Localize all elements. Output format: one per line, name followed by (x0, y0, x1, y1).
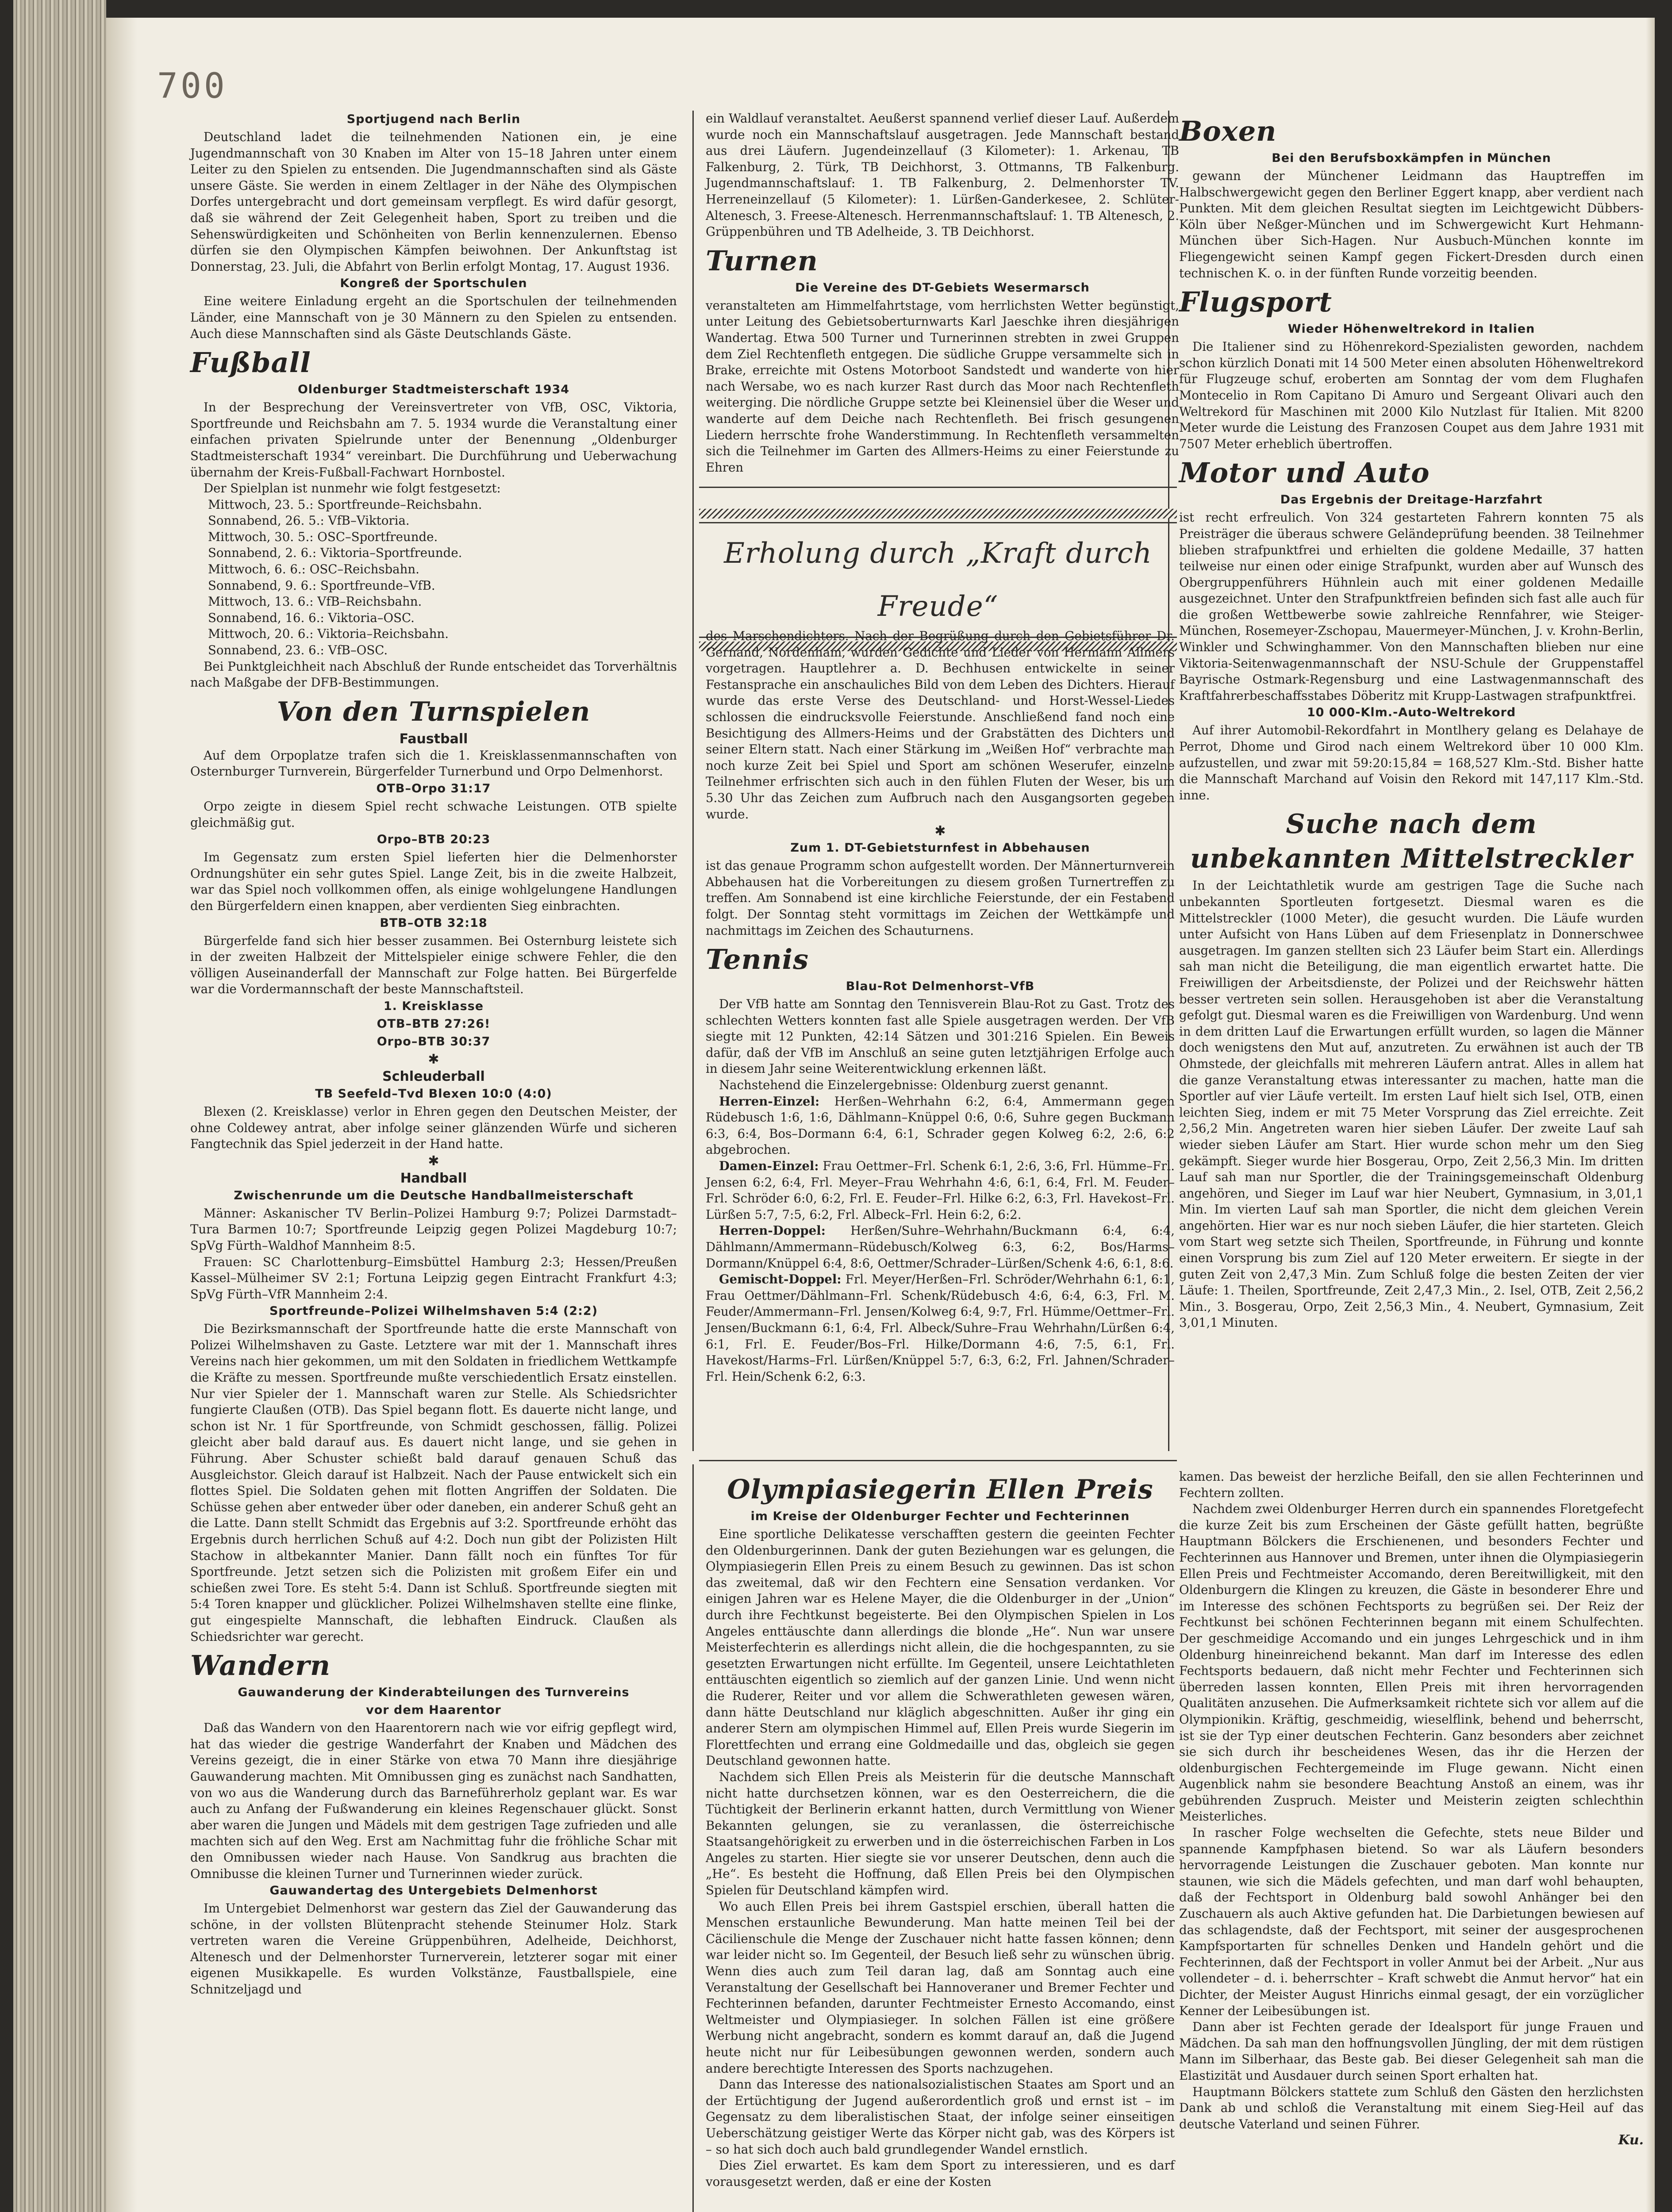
kdf-banner-text: Erholung durch „Kraft durch Freude“ (724, 537, 1152, 623)
abbehausen-text: ist das genaue Programm schon aufgestellt worden. Der Männerturnverein Abbehausen hat die Vorbereitungen zu diesem großen Turnertreffen zu treffen. Am Sonnabend ist eine kirchliche Feierstunde, der ein Festabend folgt. Der Sonntag steht vormittags im Zeichen der Wettkämpfe und nachmittags im Zeichen des Schauturnens. (706, 858, 1175, 938)
turnen-text-continued: des Marschendichters. Nach der Begrüßung durch den Gebietsführer Dr. Gernand, Nordenham, wurden Gedichte und Lieder von Hermann Allmers vorgetragen. Hauptlehrer a. D. Bechhusen entwickelte in seiner Festansprache ein anschauliches Bild von dem Leben des Dichters. Hierauf wurde das erste Verse des Deutschland- und Horst-Wessel-Liedes schlossen die eindrucksvolle Feierstunde. Anschließend fand noch eine Besichtigung des Allmers-Heims und der Grabstätten des Dichters und seiner Eltern statt. Nach einer Stärkung im „Weißen Hof“ verbrachte man noch kurze Zeit bei Spiel und Sport am schönen Weserufer, einzelne Teilnehmer erfrischten sich auch in den fühlen Fluten der Weser, bis um 5.30 Uhr das Zeichen zum Aufbruch nach den Ausgangsorten gegeben wurde. (706, 629, 1175, 822)
result-2: Orpo–BTB 20:23 (377, 833, 491, 847)
star-divider: ✱ (428, 1051, 439, 1067)
star-divider: ✱ (428, 1153, 439, 1169)
faustball-text: Auf dem Orpoplatze trafen sich die 1. Kreisklassenmannschaften von Osternburger Turnverein, Bürgerfelder Turnerbund und Orpo Delmenhorst. (190, 748, 677, 779)
motor-subtitle: Das Ergebnis der Dreitage-Harzfahrt (1280, 493, 1543, 507)
herren-einzel-results: Herßen–Wehrhahn 6:2, 6:4, Ammermann gegen Rüdebusch 1:6, 1:6, Dählmann–Knüppel 0:6, 0:6, Suhre gegen Buckmann 6:3, 6:4, Bos–Dormann 6:4, 6:1, Schrader gegen Kolweg 6:2, 2:6, 6:2 abgebrochen. (706, 1094, 1175, 1157)
spielplan-note: Bei Punktgleichheit nach Abschluß der Runde entscheidet das Torverhältnis nach Maßgabe der DFB-Bestimmungen. (190, 659, 677, 690)
kreisklasse-result-1: OTB–BTB 27:26! (377, 1017, 491, 1031)
banner-line (699, 522, 1177, 523)
herren-doppel-results: Herßen/Suhre–Wehrhahn/Buckmann 6:4, 6:4, Dählmann/Ammermann–Rüdebusch/Kolweg 6:3, 6:2, Bos/Harms–Dormann/Knüppel 6:4, 8:6, Oettmer/Schrader–Lürßen/Schenk 4:6, 6:1, 8:6. (706, 1223, 1175, 1271)
handball-subtitle: Zwischenrunde um die Deutsche Handballmeisterschaft (234, 1188, 634, 1202)
olympia-text-4: Dann das Interesse des nationalsozialistischen Staates am Sport und an der Ertüchtigung der Jugend außerordentlich groß und ernst ist – im Gegensatz zu dem liberalistischen Staat, der infolge seiner einseitigen Ueberschätzung geistiger Werte das Körper nicht gab, was des Körpers ist – so hat sich doch auch bald grundlegender Wandel ernstlich. (706, 2077, 1175, 2157)
olympia-right-text-5: Hauptmann Bölckers stattete zum Schluß den Gästen den herzlichsten Dank ab und schloß die Veranstaltung mit einem Sieg-Heil auf das deutsche Vaterland und seinen Führer. (1179, 2084, 1644, 2131)
olympia-right-text-3: In rascher Folge wechselten die Gefechte, stets neue Bilder und spannende Kampfphasen bietend. So war als Läufern besonders hervorragende Leistungen die Zuschauer geboten. Man konnte nur staunen, wie sich die Mädels gefechten, und man darf wohl behaupten, daß der Fechtsport in Oldenburg bald sowohl Anhänger bei den Zuschauern als auch Aktive gefunden hat. Die Darbietungen bewiesen auf das schlagendste, daß der Fechtsport, mit seiner der ausgesprochenen Kampfsportarten für schnelles Denken und Handeln gehört und die Fechterinnen, daß der Fechtsport in voller Anmut bei der Arbeit. „Nur aus vollendeter – d. i. beherrschter – Kraft schwebt die Anmut hervor“ hat ein Dichter, der Meister August Hinrichs einmal gesagt, der ein vorzüglicher Kenner der Leibesübungen ist. (1179, 1825, 1644, 2018)
olympia-headline: Olympiasiegerin Ellen Preis (727, 1474, 1153, 1505)
spielplan-list (190, 497, 677, 659)
herren-einzel-label: Herren-Einzel: (719, 1094, 820, 1109)
olympia-right-text-1: kamen. Das beweist der herzliche Beifall, den sie allen Fechterinnen und Fechtern zollten. (1179, 1469, 1644, 1500)
sportjugend-title: Sportjugend nach Berlin (346, 112, 521, 126)
handball-women: Frauen: SC Charlottenburg–Eimsbüttel Hamburg 2:3; Hessen/Preußen Kassel–Mülheimer SV 2:1; Fortuna Leipzig gegen Eintracht Frankfurt 4:3; SpVg Fürth–VfR Mannheim 2:4. (190, 1254, 677, 1302)
kreisklasse-result-2: Orpo–BTB 30:37 (377, 1034, 491, 1048)
column-middle-lower (706, 628, 1175, 1385)
spielplan-item: Mittwoch, 13. 6.: VfB–Reichsbahn. (208, 594, 422, 609)
motor-text: ist recht erfreulich. Von 324 gestarteten Fahrern konnten 75 als Preisträger die überaus schwere Geländeprüfung beenden. 38 Teilnehmer blieben strafpunktfrei und erhielten die goldene Medaille, 37 hatten teilweise nur einen oder einige Strafpunkt, wurden aber auf Wunsch des Obergruppenführers Hühnlein auch mit einer goldenen Medaille ausgezeichnet. Unter den Strafpunktfreien befinden sich fast alle auch für die großen Wettbewerbe sowie zahlreiche Rennfahrer, wie Steiger-München, Rosemeyer-Zschopau, Mauermeyer-München, J. v. Krohn-Berlin, Winkler und Schwinghammer. Von den Mannschaften blieben nur eine Viktoria-Seitenwagenmannschaft der NSU-Schule der Gruppenstaffel Bayrische Ostmark-Regensburg und eine Lastwagenmannschaft des Kraftfahrerbeschaffsstabes Döberitz mit Krupp-Lastwagen strafpunktfrei. (1179, 510, 1644, 703)
gemischt-doppel-label: Gemischt-Doppel: (719, 1272, 842, 1287)
result-1-text: Orpo zeigte in diesem Spiel recht schwache Leistungen. OTB spielte gleichmäßig gut. (190, 799, 677, 830)
spielplan-item: Mittwoch, 20. 6.: Viktoria–Reichsbahn. (208, 626, 449, 641)
kdf-banner (699, 509, 1177, 623)
tennis-text: Der VfB hatte am Sonntag den Tennisverein Blau-Rot zu Gast. Trotz des schlechten Wetters konnten fast alle Spiele ausgetragen werden. Der VfB siegte mit 12 Punkten, 42:14 Sätzen und 301:216 Spielen. Ein Beweis dafür, daß der VfB im Anschluß an seine guten letztjährigen Erfolge auch in diesem Jahr seine Weiterentwicklung erkennen läßt. (706, 997, 1175, 1076)
spielplan-item: Mittwoch, 23. 5.: Sportfreunde–Reichsbahn. (208, 497, 482, 512)
page-edge-stack (13, 0, 106, 2212)
wandern-subtitle-2: vor dem Haarentor (366, 1703, 501, 1717)
handball-men: Männer: Askanischer TV Berlin–Polizei Hamburg 9:7; Polizei Darmstadt–Tura Barmen 10:7; Sportfreunde Leipzig gegen Polizei Magdeburg 10:7; SpVg Fürth–Waldhof Mannheim 8:5. (190, 1206, 677, 1253)
damen-einzel-label: Damen-Einzel: (719, 1159, 819, 1174)
flugsport-headline: Flugsport (1179, 286, 1332, 319)
right-shadow (1646, 18, 1655, 2212)
gauwandertag-text: Im Untergebiet Delmenhorst war gestern das Ziel der Gauwanderung das schöne, in der vollsten Blütenpracht stehende Steinumer Holz. Stark vertreten waren die Vereine Grüppenbühren, Adelheide, Deichhorst, Altenesch und der Delmenhorster Turnerverein, letzterer sogar mit einer eigenen Musikkapelle. Es wurden Volkstänze, Faustballspiele, eine Schnitzeljagd und (190, 1901, 677, 1997)
tennis-intro: Nachstehend die Einzelergebnisse: Oldenburg zuerst genannt. (719, 1078, 1108, 1093)
olympia-left (706, 1469, 1175, 2190)
kongress-title: Kongreß der Sportschulen (340, 276, 527, 291)
sportfreunde-polizei-text: Die Bezirksmannschaft der Sportfreunde hatte die erste Mannschaft von Polizei Wilhelmshaven zu Gaste. Letztere war mit der 1. Mannschaft ihres Vereins nach hier gekommen, um mit den Soldaten in friedlichem Wettkampfe die Kräfte zu messen. Sportfreunde mußte verschiedentlich Ersatz einstellen. Nur vier Spieler der 1. Mannschaft waren zur Stelle. Als Schiedsrichter fungierte Claußen (OTB). Das Spiel begann flott. Es dauerte nicht lange, und schon ist Nr. 1 für Sportfreunde, von Schmidt geschossen, fällig. Polizei gleicht aber bald darauf aus. Es dauert nicht lange, und sie gehen in Führung. Aber Schuster schießt bald darauf genauen Schuß das Ausgleichstor. Gleich darauf ist Halbzeit. Nach der Pause entwickelt sich ein flottes Spiel. Die Soldaten gehen mit flotten Angriffen der Soldaten. Die Schüsse gehen aber entweder über oder daneben, ein anderer Schuß geht an die Latte. Dann stellt Schmidt das Ergebnis auf 3:2. Sportfreunde erhöht das Ergebnis durch herrlichen Schuß auf 4:2. Doch nun gibt der Polizisten Hilt Stachow in altbekannter Manier. Dann fällt noch ein fünftes Tor für Sportfreunde. Jetzt setzen sich die Polizisten mit großem Eifer ein und schießen zwei Tore. Es steht 5:4. Dann ist Schluß. Sportfreunde siegten mit 5:4 Toren knapper und glücklicher. Polizei Wilhelmshaven stellte eine flinke, gut eingespielte Mannschaft, die lebhaften Eindruck. Claußen als Schiedsrichter war gerecht. (190, 1321, 677, 1644)
schleuderball-headline: Schleuderball (382, 1068, 485, 1084)
turnen-headline: Turnen (706, 244, 818, 277)
spielplan-item: Sonnabend, 16. 6.: Viktoria–OSC. (208, 610, 415, 625)
flugsport-text: Die Italiener sind zu Höhenrekord-Spezialisten geworden, nachdem schon kürzlich Donati mit 14 500 Meter einen absoluten Höhenweltrekord für Flugzeuge schuf, eroberten am Sonntag der vom dem Flughafen Montecelio in Rom Capitano Di Amuro und Sergeant Olivari auch den Weltrekord für Maschinen mit 2000 Kilo Nutzlast für Italien. Mit 8200 Meter wurde die Leistung des Franzosen Coupet aus dem Jahre 1931 mit 7507 Meter erheblich übertroffen. (1179, 339, 1644, 451)
olympia-subtitle: im Kreise der Oldenburger Fechter und Fechterinnen (750, 1509, 1130, 1523)
result-3: BTB–OTB 32:18 (380, 916, 488, 930)
flugsport-subtitle: Wieder Höhenweltrekord in Italien (1288, 322, 1535, 336)
olympia-right-text-2: Nachdem zwei Oldenburger Herren durch ein spannendes Floretgefecht die kurze Zeit bis zum Erscheinen der Gäste gefüllt hatten, begrüßte Hauptmann Bölckers die Erschienenen, und besonders Fechter und Fechterinnen aus Hannover und Bremen, unter ihnen die Olympiasiegerin Ellen Preis und Fechtmeister Accomando, deren Bereitwilligkeit, mit den Oldenburgern die Klingen zu kreuzen, die Gäste in besonderer Ehre und im Interesse des schönen Fechtsports zu begrüßen sei. Der Reiz der Fechtkunst bei schönen Fechterinnen begann mit einem Schulfechten. Der geschmeidige Accomando und ein junges Lehrgeschick und in ihm Oldenburg hineinreichend bekannt. Man darf im Interesse des edlen Fechtsports bedauern, daß nicht mehr Fechter und Fechterinnen sich überreden lassen konnten, Ellen Preis mit ihren hervorragenden Qualitäten anzusehen. Die Aufmerksamkeit richtete sich vor allem auf die Olympionikin. Kräftig, geschmeidig, wieselflink, behend und beherrscht, ist sie der Typ einer deutschen Fechterin. Ganz besonders aber zeichnet sie sich durch ihr bescheidenes Wesen, das ihr die Herzen der oldenburgischen Fechtergemeinde im Fluge gewann. Nicht einen Augenblick nahm sie besondere Beachtung Anstoß an einem, was ihr gebührenden Zuspruch. Meister und Meisterin zeigten schlechthin Meisterliches. (1179, 1502, 1644, 1824)
page-number: 700 (157, 66, 227, 106)
kongress-text: Eine weitere Einladung ergeht an die Sportschulen der teilnehmenden Länder, eine Mannschaft von je 30 Männern zu den Spielen zu entsenden. Auch diese Mannschaften sind als Gäste Deutschlands Gäste. (190, 294, 677, 341)
olympia-text-1: Eine sportliche Delikatesse verschafften gestern die geeinten Fechter den Oldenburgerinnen. Dank der guten Beziehungen war es gelungen, die Olympiasiegerin Ellen Preis zu einem Besuch zu gewinnen. Das ist schon das zweitemal, daß wir den Fechtern eine Sensation verdanken. Vor einigen Jahren war es Helene Mayer, die die Oldenburger in der „Union“ durch ihre Fechtkunst begeisterte. Bei den Olympischen Spielen in Los Angeles enttäuschte dann allerdings die blonde „He“. Nun war unsere Meisterfechterin es allerdings nicht allein, die die hochgespannten, zu sie gesetzten Erwartungen nicht erfüllte. Im Gegenteil, unsere Leichtathleten enttäuschten eigentlich so ziemlich auf der ganzen Linie. Und wenn nicht die Ruderer, Reiter und vor allem die Schwerathleten gewesen wären, dann hätte Deutschland nur kläglich abgeschnitten. Außer ihr ging ein anderer Stern am olympischen Himmel auf, Ellen Preis wurde Siegerin im Florettfechten und errang eine Goldmedaille und das, obgleich sie gegen Deutschland gewonnen hatte. (706, 1527, 1175, 1768)
herren-doppel-label: Herren-Doppel: (719, 1223, 826, 1238)
wandern-text: Daß das Wandern von den Haarentorern nach wie vor eifrig gepflegt wird, hat das wieder die gestrige Wanderfahrt der Knaben und Mädchen des Vereins gezeigt, die in einer Stärke von etwa 70 Mann ihre diesjährige Gauwanderung machten. Mit Omnibussen ging es zunächst nach Sandhatten, von wo aus die Wanderung durch das Barneführerholz geplant war. Es war auch zu Anfang der Fußwanderung ein kleines Regenschauer glückt. Sonst aber waren die Jungen und Mädels mit dem gestrigen Tage zufrieden und alle machten sich auf den Weg. Erst am Nachmittag fuhr die fröhliche Schar mit den Omnibussen wieder nach Hause. Von Sandkrug aus brachten die Omnibusse die kleinen Turner und Turnerinnen wieder zurück. (190, 1720, 677, 1881)
olympia-text-2: Nachdem sich Ellen Preis als Meisterin für die deutsche Mannschaft nicht hatte durchsetzen können, war es den Oesterreichern, die die Tüchtigkeit der Berlinerin erkannt hatten, durch Vermittlung von Wiener Bekannten gelungen, sie zu veranlassen, die österreichische Staatsangehörigkeit zu erwerben und in die österreichischen Farben in Los Angeles zu starten. Hier siegte sie vor unserer Deutschen, denn auch die „He“. Es besteht die Hoffnung, daß Ellen Preis bei den Olympischen Spielen für Deutschland kämpfen wird. (706, 1769, 1175, 1898)
banner-stripe-top (699, 509, 1177, 518)
fussball-subtitle: Oldenburger Stadtmeisterschaft 1934 (297, 383, 570, 397)
section-rule-bottom (699, 1460, 1177, 1461)
result-3-text: Bürgerfelde fand sich hier besser zusammen. Bei Osternburg leistete sich in der zweiten Halbzeit der Mittelspieler einige schwere Fehler, die den völligen Auseinanderfall der Mannschaft zur Folge hatten. Bei Bürgerfelde war die Vordermannschaft der beste Mannschaftsteil. (190, 933, 677, 997)
column-rule-1 (692, 111, 694, 1451)
boxen-headline: Boxen (1179, 115, 1277, 147)
olympia-text-3: Wo auch Ellen Preis bei ihrem Gastspiel erschien, überall hatten die Menschen erstaunliche Bewunderung. Man hatte meinen Teil bei der Cäcilienschule die Menge der Zuschauer nicht hatte fassen können; denn war leider nicht so. Im Gegenteil, der Besuch ließ sehr zu wünschen übrig. Wenn dies auch zum Teil daran lag, daß am Sonntag auch eine Veranstaltung der Gesellschaft bei Hannoveraner und Bremer Fechter und Fechterinnen befanden, darunter Fechtmeister Ernesto Accomando, einst Weltmeister und Olympiasieger. In solchen Fällen ist eine größere Werbung nicht angebracht, sondern es kommt darauf an, daß die Jugend heute nicht nur für Leibesübungen gewonnen werden, sondern auch andere berechtigte Interessen des Sports nachzugehen. (706, 1899, 1175, 2076)
turnspiele-headline: Von den Turnspielen (277, 696, 591, 727)
rekord-text: Auf ihrer Automobil-Rekordfahrt in Montlhery gelang es Delahaye de Perrot, Dhome und Girod nach einem Weltrekord über 10 000 Klm. aufzustellen, und zwar mit 59:20:15,84 = 168,527 Klm.-Std. Bisher hatte die Mannschaft Marchand auf Voisin den Rekord mit 147,117 Klm.-Std. inne. (1179, 723, 1644, 803)
result-1: OTB–Orpo 31:17 (376, 782, 491, 795)
sportjugend-text: Deutschland ladet die teilnehmenden Nationen ein, je eine Jugendmannschaft von 30 Knaben im Alter von 15–18 Jahren unter einem Leiter zu den Spielen zu entsenden. Die Jugendmannschaften sind als Gäste unsere Gäste. Sie werden in einem Zeltlager in der Nähe des Olympischen Dorfes untergebracht und dort gemeinsam verpflegt. Es wird dafür gesorgt, daß sie während der Zeit Gelegenheit haben, Sport zu treiben und die Sehenswürdigkeiten und Schönheiten von Berlin kennenzulernen. Ebenso dürfen sie den Olympischen Kämpfen beiwohnen. Der Ankunftstag ist Donnerstag, 23. Juli, die Abfahrt von Berlin erfolgt Montag, 17. August 1936. (190, 130, 677, 274)
gauwandertag-title: Gauwandertag des Untergebiets Delmenhorst (269, 1884, 598, 1898)
turnen-subtitle: Die Vereine des DT-Gebiets Wesermarsch (795, 280, 1090, 295)
kreisklasse-title: 1. Kreisklasse (383, 999, 484, 1013)
spielplan-intro: Der Spielplan ist nunmehr wie folgt festgesetzt: (204, 481, 501, 496)
damen-einzel-results: Frau Oettmer–Frl. Schenk 6:1, 2:6, 3:6, Frl. Hümme–Frl. Jensen 6:2, 6:4, Frl. Meyer–Frau Wehrhahn 4:6, 6:1, 6:4, Frl. M. Feuder–Frl. Schröder 6:0, 6:2, Frl. E. Feuder–Frl. Hilke 6:2, 6:3, Frl. Havekost–Frl. Lürßen 5:7, 7:5, 6:2, Frl. Albeck–Frl. Hein 6:2, 6:2. (706, 1159, 1175, 1222)
gemischt-doppel-results: Frl. Meyer/Herßen–Frl. Schröder/Wehrhahn 6:1, 6:1, Frau Oettmer/Dählmann–Frl. Schenk/Rüdebusch 4:6, 6:4, 6:3, Frl. M. Feuder/Ammermann–Frl. Jensen/Kolweg 6:4, 9:7, Frl. Hümme/Oettmer–Frl. Jensen/Buckmann 6:1, 6:4, Frl. Albeck/Suhre–Frau Wehrhahn/Lürßen 6:4, 6:1, Frl. E. Feuder/Bos–Frl. Hilke/Dormann 4:6, 7:5, 6:1, Frl. Havekost/Harms–Frl. Lürßen/Knüppel 5:7, 6:3, 6:2, Frl. Jahnen/Schrader–Frl. Hein/Schenk 6:2, 6:3. (706, 1272, 1175, 1384)
fussball-text: In der Besprechung der Vereinsvertreter von VfB, OSC, Viktoria, Sportfreunde und Reichsbahn am 7. 5. 1934 wurde die Veranstaltung einer einfachen privaten Spielrunde unter der Benennung „Oldenburger Stadtmeisterschaft 1934“ vereinbart. Die Durchführung und Ueberwachung übernahm der Kreis-Fußball-Fachwart Hornbostel. (190, 400, 677, 480)
schleuderball-text: Blexen (2. Kreisklasse) verlor in Ehren gegen den Deutschen Meister, der ohne Coldewey antrat, aber infolge seiner glänzenden Würfe und sicheren Fangtechnik das Spiel jederzeit in der Hand hatte. (190, 1104, 677, 1152)
olympia-right (1179, 1469, 1644, 2148)
wandern-subtitle-1: Gauwanderung der Kinderabteilungen des Turnvereins (238, 1686, 630, 1700)
turnen-text: veranstalteten am Himmelfahrtstage, vom herrlichsten Wetter begünstigt, unter Leitung des Gebietsoberturnwarts Karl Jaeschke ihren diesjährigen Wandertag. Etwa 500 Turner und Turnerinnen strebten in zwei Gruppen dem Ziel Rechtenfleth entgegen. Die südliche Gruppe versammelte sich in Brake, erreichte mit Ostens Motorboot Sandstedt und wanderte von hier nach Wersabe, wo es nach kurzer Rast durch das Moor nach Rechtenfleth weiterging. Die nördliche Gruppe setzte bei Kleinensiel über die Weser und wanderte auf dem Deiche nach Rechtenfleth. Bei frisch gesungenen Liedern herrschte frohe Wanderstimmung. In Rechtenfleth versammelten sich die Teilnehmer im Garten des Allmers-Heims zu einer Feierstunde zu Ehren (706, 298, 1179, 475)
spielplan-item: Sonnabend, 9. 6.: Sportfreunde–VfB. (208, 578, 435, 593)
column-middle (706, 111, 1179, 476)
rekord-title: 10 000-Klm.-Auto-Weltrekord (1307, 706, 1516, 720)
olympia-text-5: Dies Ziel erwartet. Es kam dem Sport zu interessieren, und es darf vorausgesetzt werden, daß er eine der Kosten (706, 2158, 1175, 2189)
abbehausen-title: Zum 1. DT-Gebietsturnfest in Abbehausen (790, 841, 1090, 855)
suche-text: In der Leichtathletik wurde am gestrigen Tage die Suche nach unbekannten Sportleuten fortgesetzt. Diesmal waren es die Mittelstreckler (1000 Meter), die gesucht wurden. Die Läufe wurden unter Aufsicht von Hans Lüben auf dem Friesenplatz in Donnerschwee ausgetragen. Im ganzen stellten sich 23 Läufer beim Start ein. Allerdings sah man nicht die Beteiligung, die man eigentlich erwartet hatte. Die Freiwilligen der Arbeitsdienste, der Polizei und der Reichswehr hätten besser vertreten sein sollen. Herausgehoben ist aber die Veranstaltung gefolgt gut. Diesmal waren es die Freiwilligen von Wardenburg. Und wenn in dem dritten Lauf die Erwartungen erfüllt wurden, so lagen die Männer doch wenigstens den Mut auf, anzutreten. Zu erwähnen ist auch der TB Ohmstede, der gleichfalls mit mehreren Läufern antrat. Alles in allem hat die ganze Veranstaltung etwas interessanter zu machen, hatte man die Sportler auf vier Läufe verteilt. Im ersten Lauf hielt sich Isel, OTB, einen leichten Sieg, indem er mit 75 Meter Vorsprung das Ziel erreichte. Zeit 2,56,2 Min. Angetreten waren hier sieben Läufer. Der zweite Lauf sah wieder sieben Läufer am Start. Hier wurde schon mehr um den Sieg gekämpft. Sieger wurde hier Bosgerau, Orpo, Zeit 2,56,3 Min. Im dritten Lauf sah man nur Sportler, die der Trainingsgemeinschaft Oldenburg angehören, und Sieger im Lauf war hier Neubert, Gymnasium, in 3,01,1 Min. Im vierten Lauf sah man Sportler, die nicht dem gleichen Verein angehörten. Hier war es nur noch sieben Läufer, die hier starteten. Gleich vom Start weg setzte sich Theilen, Sportfreunde, in Führung und konnte einen Vorsprung bis zum Ziel auf 120 Meter erweitern. Er siegte in der guten Zeit von 2,47,3 Min. Zum Schluß folge die besten Zeiten der vier Läufe: 1. Theilen, Sportfreunde, Zeit 2,47,3 Min., 2. Isel, OTB, Zeit 2,56,2 Min., 3. Bosgerau, Orpo, Zeit 2,56,3 Min., 4. Neubert, Gymnasium, Zeit 3,01,1 Minuten. (1179, 878, 1644, 1330)
sportfreunde-polizei-title: Sportfreunde–Polizei Wilhelmshaven 5:4 (2:2) (269, 1304, 598, 1318)
gutter-shadow (106, 18, 137, 2212)
section-rule-turnen (699, 487, 1177, 488)
tennis-subtitle: Blau-Rot Delmenhorst–VfB (846, 979, 1035, 994)
suche-headline-2: unbekannten Mittelstreckler (1190, 843, 1633, 875)
spielplan-item: Mittwoch, 30. 5.: OSC–Sportfreunde. (208, 529, 438, 544)
result-2-text: Im Gegensatz zum ersten Spiel lieferten hier die Delmenhorster Ordnungshüter ein sehr gutes Spiel. Lange Zeit, bis in die zweite Halbzeit, war das Spiel noch vollkommen offen, als einige wohlgelungene Handlungen den Bürgerfeldern einen knappen, aber verdienten Sieg einbrachten. (190, 850, 677, 913)
fussball-headline: Fußball (190, 346, 311, 379)
column-right (1179, 111, 1644, 1331)
schleuderball-subtitle: TB Seefeld–Tvd Blexen 10:0 (4:0) (315, 1087, 552, 1101)
waldlauf-text: ein Waldlauf veranstaltet. Aeußerst spannend verlief dieser Lauf. Außerdem wurde noch ein Mannschaftslauf ausgetragen. Jede Mannschaft bestand aus drei Läufern. Jugendeinzellauf (3 Kilometer): 1. Arkenau, TB Falkenburg, 2. Türk, TB Deichhorst, 3. Ottmanns, TB Falkenburg. Jugendmannschaftslauf: 1. TB Falkenburg, 2. Delmenhorster TV. Herreneinzellauf (5 Kilometer): 1. Lürßen-Ganderkesee, 2. Schlüter-Altenesch, 3. Freese-Altenesch. Herrenmannschaftslauf: 1. TB Altenesch, 2. Grüppenbühren und TB Adelheide, 3. TB Deichhorst. (706, 111, 1179, 239)
spielplan-item: Sonnabend, 2. 6.: Viktoria–Sportfreunde. (208, 545, 462, 561)
olympia-right-text-4: Dann aber ist Fechten gerade der Idealsport für junge Frauen und Mädchen. Da sah man den hoffnungsvollen Jüngling, der mit dem rüstigen Mann im Silberhaar, das Beste gab. Bei dieser Gelegenheit sah man die Elastizität und Ausdauer durch seinen Sport erhalten hat. (1179, 2020, 1644, 2083)
star-divider: ✱ (934, 823, 946, 839)
wandern-headline: Wandern (190, 1649, 331, 1682)
boxen-subtitle: Bei den Berufsboxkämpfen in München (1272, 151, 1551, 165)
spielplan-item: Mittwoch, 6. 6.: OSC–Reichsbahn. (208, 562, 419, 577)
spielplan-item: Sonnabend, 26. 5.: VfB–Viktoria. (208, 513, 410, 528)
tennis-headline: Tennis (706, 943, 809, 976)
handball-headline: Handball (400, 1170, 467, 1186)
author-signature: Ku. (1618, 2132, 1644, 2148)
column-rule-3 (692, 1464, 694, 2212)
boxen-text: gewann der Münchener Leidmann das Hauptreffen im Halbschwergewicht gegen den Berliner Eggert knapp, aber verdient nach Punkten. Mit dem gleichen Resultat siegten im Leichtgewicht Dübbers-Köln über Neßger-München und im Schwergewicht Kurt Hehmann-München über Sich-Hagen. Nur Ausbuch-München konnte im Fliegengewicht seinen Kampf gegen Fickert-Dresden durch einen technischen K. o. in der fünften Runde vorzeitig beenden. (1179, 169, 1644, 280)
column-left (190, 111, 677, 1998)
faustball-headline: Faustball (399, 731, 468, 747)
suche-headline-1: Suche nach dem (1286, 809, 1537, 840)
motor-headline: Motor und Auto (1179, 457, 1430, 489)
spielplan-item: Sonnabend, 23. 6.: VfB–OSC. (208, 643, 388, 658)
